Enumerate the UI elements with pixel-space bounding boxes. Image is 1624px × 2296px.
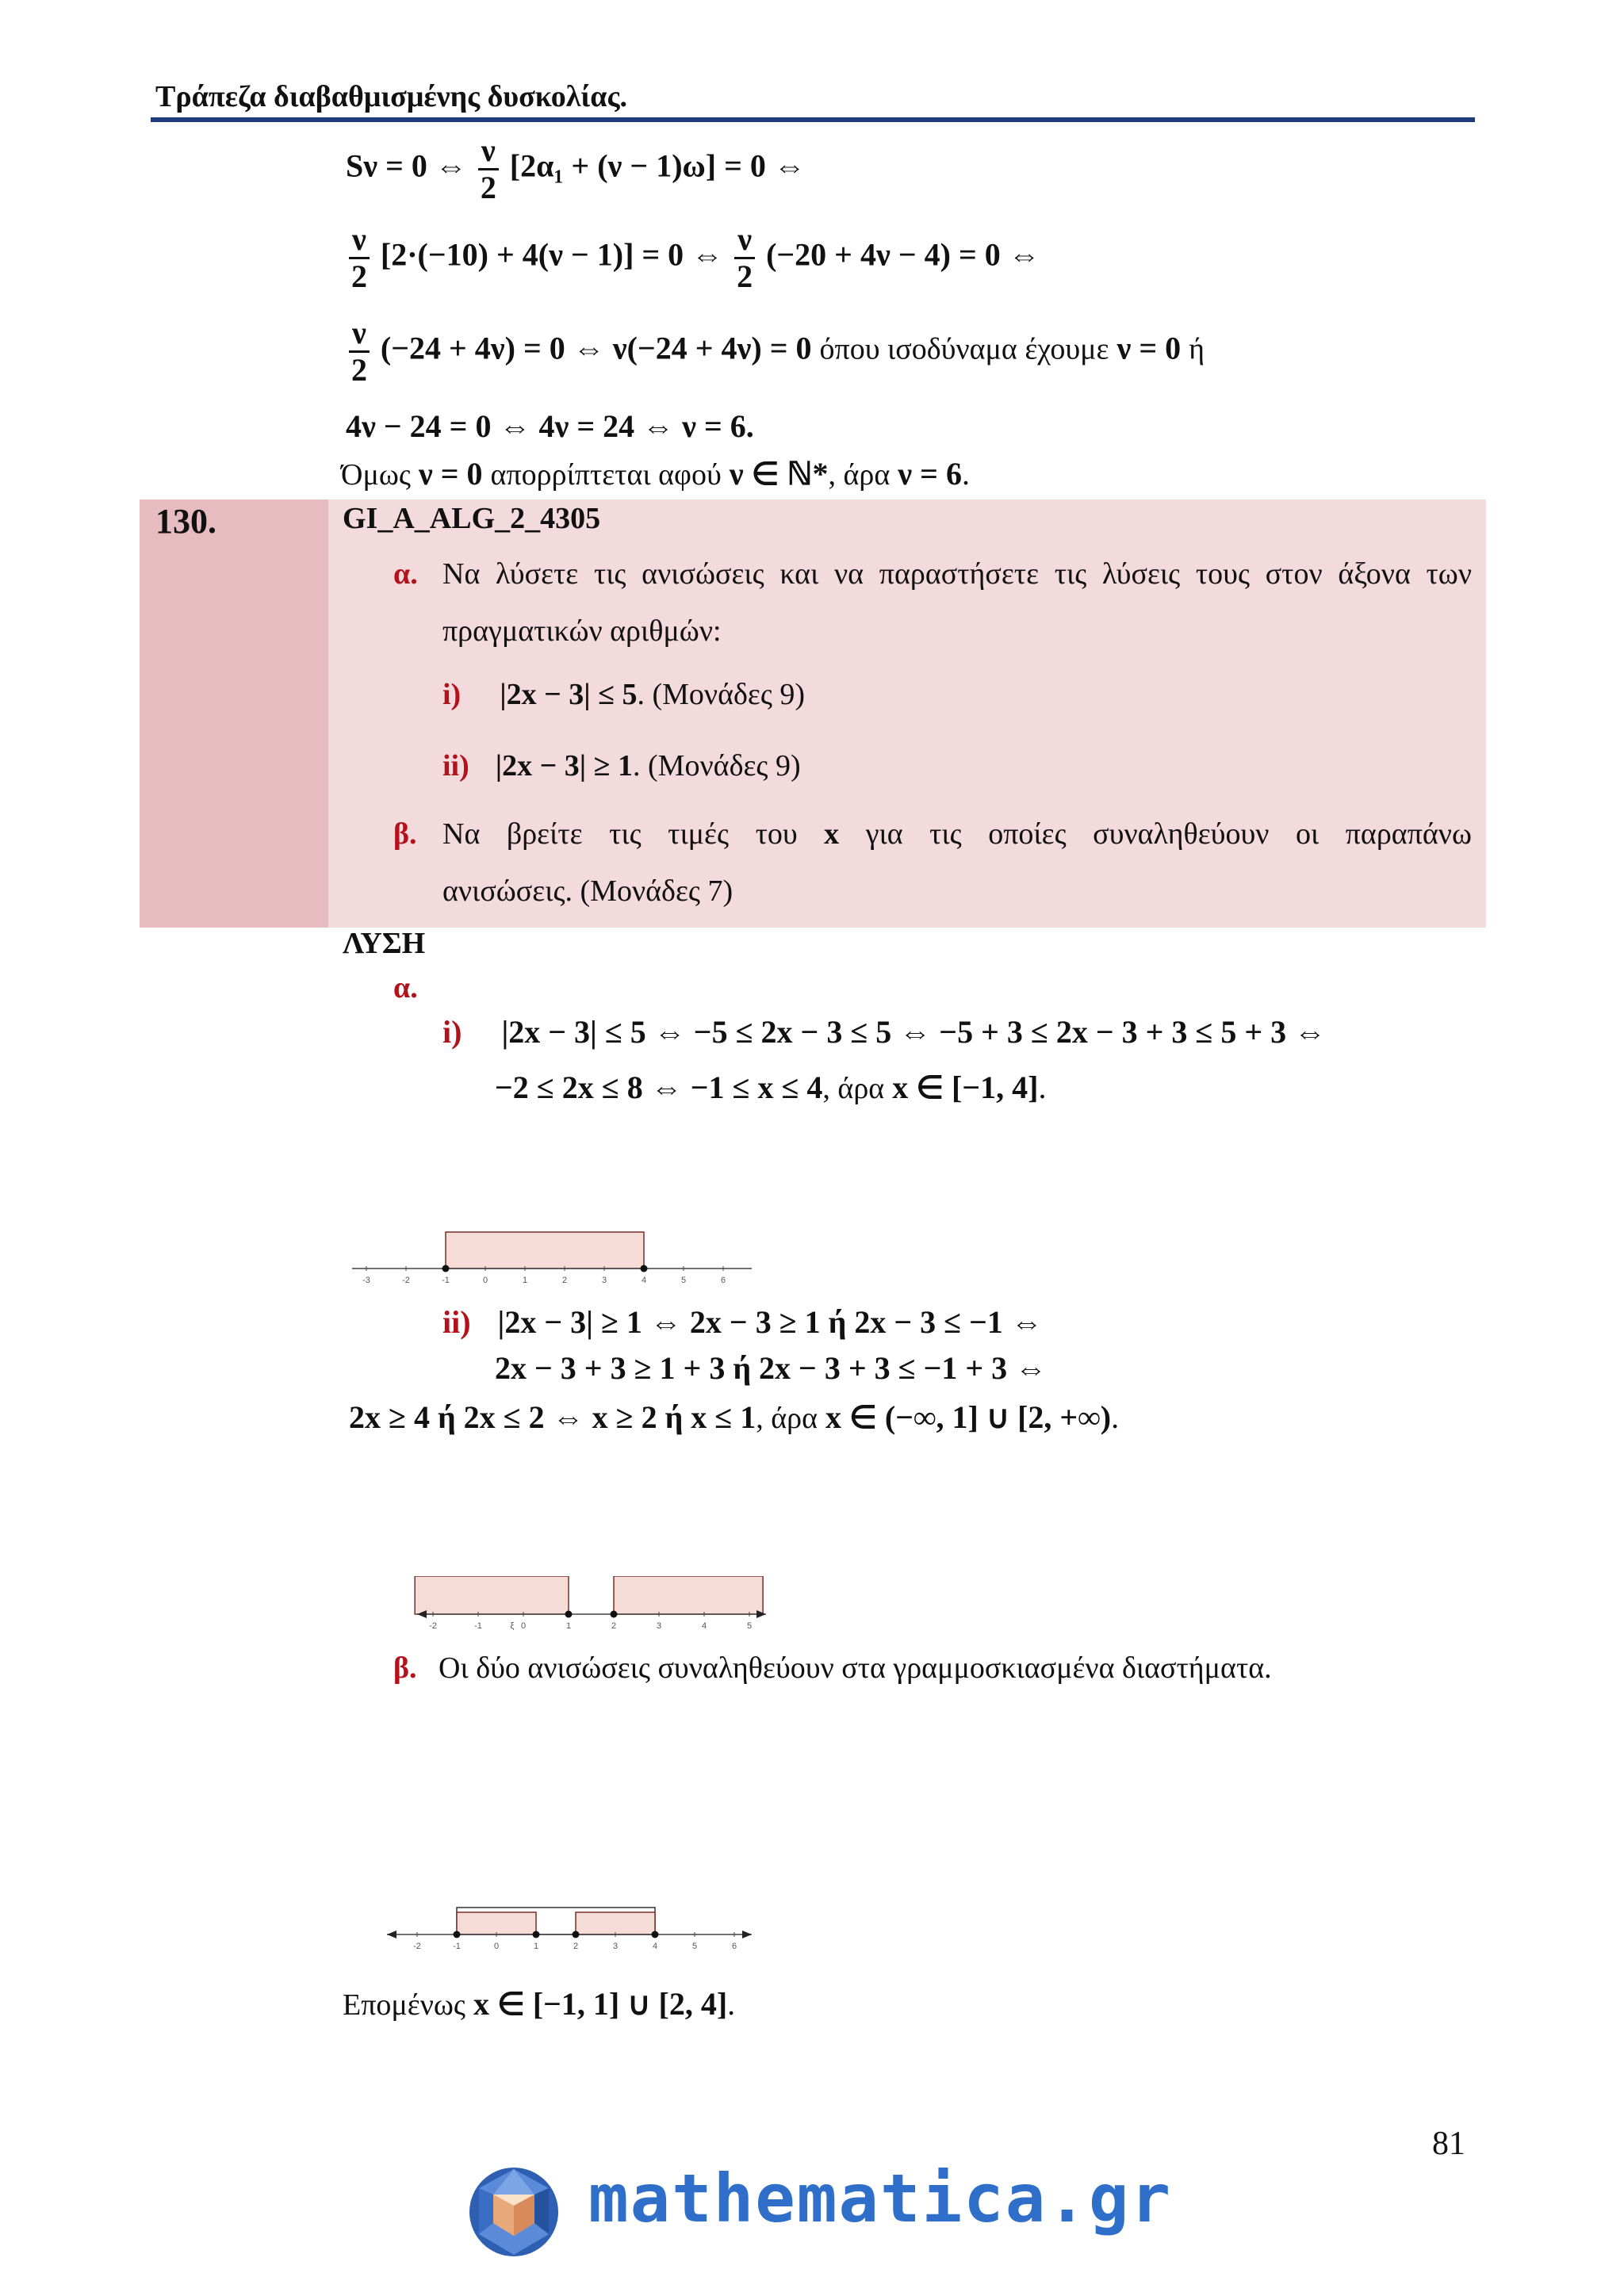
text: , άρα [756,1402,818,1435]
tick-label: 4 [701,1621,707,1631]
tick-label: 6 [731,1942,737,1951]
math-text: ν = 0 [1116,330,1182,366]
axis-arrow-left [387,1931,396,1938]
part-b-text-line-2: ανισώσεις. (Μονάδες 7) [442,874,733,908]
number-line-2 [409,1576,774,1640]
math-text: [2α₁ + (ν − 1)ω] = 0 ⇔ [509,147,806,184]
math-text: [2·(−10) + 4(ν − 1)] = 0 ⇔ [380,236,724,273]
tick-label: 2 [611,1621,617,1631]
tick-label: 0 [482,1276,488,1283]
solution-ii-line-1 [442,1303,1043,1341]
endpoint-dot [442,1265,450,1272]
tick-label: -1 [442,1276,450,1283]
exercise-number-cell [140,499,328,928]
tick-label: -1 [474,1621,482,1631]
tick-label: -2 [402,1276,410,1283]
word: του [755,817,798,851]
math-text: |2x − 3| ≤ 5 ⇔ −5 ≤ 2x − 3 ≤ 5 ⇔ −5 + 3 ≤ 2x − 3 + 3 ≤ 5 + 3 ⇔ [501,1014,1327,1050]
prev-solution-line-4: 4ν − 24 = 0 ⇔ 4ν = 24 ⇔ ν = 6. [346,408,754,444]
tick-label: 3 [612,1942,619,1951]
word: παραπάνω [1345,817,1472,851]
page-header-title: Τράπεζα διαβαθμισμένης δυσκολίας. [155,80,627,113]
part-a-text-line-2: πραγματικών αριθμών: [442,614,722,648]
tick-label: -1 [453,1942,461,1951]
solution-i-label: i) [442,1014,462,1050]
fraction: $\frac{\nu}{2}$ [349,317,370,386]
word: βρείτε [506,817,583,851]
part-ii-label: ii) [442,749,469,783]
tick-label: 5 [746,1621,753,1631]
text: . [727,1986,736,2022]
text: . [1038,1070,1047,1105]
tick-label: 1 [533,1942,539,1951]
word: Να [442,817,481,851]
final-answer: x ∈ [−1, 1] ∪ [2, 4] [473,1986,728,2022]
math-text: −2 ≤ 2x ≤ 8 ⇔ −1 ≤ x ≤ 4 [495,1070,823,1105]
tick-label: 2 [573,1942,579,1951]
marks-i: . (Μονάδες 9) [637,678,806,711]
word: οι [1295,817,1320,851]
interval-result-ii: x ∈ (−∞, 1] ∪ [2, +∞) [825,1399,1112,1435]
fraction: $\frac{\nu}{2}$ [734,224,755,293]
word: για [865,817,903,851]
prev-solution-line-1 [346,132,806,205]
logo-text: mathematica.gr [588,2160,1173,2237]
fraction: $\frac{\nu}{2}$ [349,224,370,293]
solution-heading: ΛΥΣΗ [343,927,426,960]
tick-label: 4 [652,1942,658,1951]
logo-icosahedron-icon [466,2164,561,2260]
text: απορρίπτεται αφού [490,458,722,492]
solution-a-label: α. [393,971,418,1004]
solution-b [393,1651,1272,1686]
math-text: 2x ≥ 4 ή 2x ≤ 2 ⇔ x ≥ 2 ή x ≤ 1 [349,1399,756,1435]
tick-label: 6 [720,1276,726,1283]
fraction: $\frac{\nu}{2}$ [478,135,499,204]
number-line-1 [349,1227,761,1283]
endpoint-dot [565,1611,573,1618]
tick-label: 0 [520,1621,527,1631]
text: Επομένως [343,1988,465,2022]
conclusion [343,1985,735,2022]
word: τις [929,817,962,851]
text: ή [1189,332,1205,366]
solution-i-line-2 [495,1069,1046,1106]
endpoint-dot [641,1265,648,1272]
solution-b-label: β. [393,1651,417,1685]
axis-arrow-right [742,1931,752,1938]
tick-label: 3 [656,1621,662,1631]
math-text: |2x − 3| ≥ 1 ⇔ 2x − 3 ≥ 1 ή 2x − 3 ≤ −1 ⇔ [497,1304,1043,1340]
part-a-ii [442,737,801,794]
interval-result-i: x ∈ [−1, 4] [892,1070,1039,1105]
part-b-text [442,806,1472,920]
axis1-group [352,1232,752,1283]
endpoint-dot [533,1931,540,1938]
part-i-label: i) [442,678,462,711]
text: , άρα [828,458,891,492]
tick-label: 3 [601,1276,607,1283]
inequality-ii: |2x − 3| ≥ 1 [495,749,634,783]
tick-label: -3 [362,1276,370,1283]
tick-label: 1 [565,1621,572,1631]
text: , άρα [822,1072,885,1105]
exercise-number: 130. [155,502,216,541]
part-a-text-line-1: Να λύσετε τις ανισώσεις και να παραστήσετε τις λύσεις τους στον άξονα των [442,557,1472,591]
word: οποίες [988,817,1067,851]
tick-label: -2 [429,1621,437,1631]
tick-label: -2 [413,1942,421,1951]
shaded-interval [457,1912,536,1934]
solution-i-line-1 [442,1013,1326,1050]
prev-solution-line-2 [346,221,1040,294]
page-number: 81 [1432,2126,1465,2162]
exercise-code: GI_A_ALG_2_4305 [343,502,601,535]
axis2-group [415,1576,766,1631]
text: Όμως [341,458,411,492]
axis3-group [387,1908,752,1951]
word: τις [609,817,642,851]
shaded-interval [576,1912,655,1934]
part-a-text [442,545,1472,660]
tick-label: 5 [691,1942,698,1951]
text: . [1111,1399,1120,1435]
header-rule [151,117,1475,122]
math-text: Sν = 0 ⇔ [346,147,467,184]
tick-label: 2 [561,1276,568,1283]
solution-ii-line-2: 2x − 3 + 3 ≥ 1 + 3 ή 2x − 3 + 3 ≤ −1 + 3 ⇔ [495,1350,1048,1386]
tick-label: 0 [493,1942,500,1951]
word: συναληθεύουν [1093,817,1270,851]
word: τιμές [668,817,730,851]
math-text: ν = 6 [898,456,962,492]
prev-solution-line-3 [346,317,1205,386]
prev-solution-line-5 [341,455,970,492]
endpoint-dot [652,1931,659,1938]
endpoint-dot [611,1611,618,1618]
part-a-label: α. [393,557,418,591]
text: όπου ισοδύναμα έχουμε [819,332,1109,366]
marks-ii: . (Μονάδες 9) [633,749,801,783]
math-text: ν = 0 [418,456,483,492]
part-a-i [442,666,805,723]
tick-label: 1 [522,1276,528,1283]
tick-label: 5 [680,1276,687,1283]
variable-x: x [824,817,840,851]
shaded-interval [446,1232,644,1269]
number-line-3 [384,1898,756,1955]
endpoint-dot [573,1931,580,1938]
endpoint-dot [454,1931,461,1938]
shaded-interval [614,1576,763,1614]
zero-glyph: ξ [510,1621,515,1631]
part-b-text-line-1 [442,806,1472,863]
tick-label: 4 [641,1276,647,1283]
math-text: ν ∈ ℕ* [729,456,829,492]
solution-ii-label: ii) [442,1304,471,1340]
math-text: (−24 + 4ν) = 0 ⇔ ν(−24 + 4ν) = 0 [380,330,812,366]
text: . [961,456,970,492]
solution-ii-line-3 [349,1399,1119,1436]
math-text: (−20 + 4ν − 4) = 0 ⇔ [766,236,1040,273]
solution-b-text: Οι δύο ανισώσεις συναληθεύουν στα γραμμοσκιασμένα διαστήματα. [439,1651,1272,1685]
inequality-i: |2x − 3| ≤ 5 [500,678,638,711]
shaded-interval [415,1576,569,1614]
part-b-label: β. [393,817,417,851]
